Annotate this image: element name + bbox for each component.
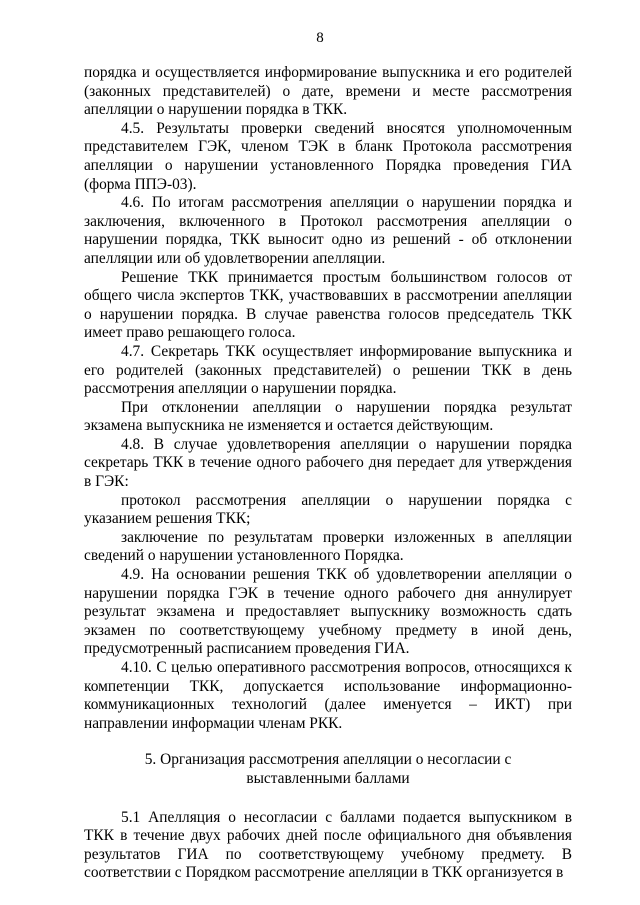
paragraph-4-8: 4.8. В случае удовлетворения апелляции о нарушении порядка секретарь ТКК в течение одного рабочего дня передает для утверждения в ГЭК:: [84, 435, 572, 491]
section-heading-line2: выставленными баллами: [246, 769, 410, 787]
paragraph-conclusion-item: заключение по результатам проверки изложенных в апелляции сведений о нарушении установленного Порядка.: [84, 528, 572, 565]
paragraph-protocol-item: протокол рассмотрения апелляции о нарушении порядка с указанием решения ТКК;: [84, 491, 572, 528]
paragraph-decision: Решение ТКК принимается простым большинством голосов от общего числа экспертов ТКК, участвовавших в рассмотрении апелляции о нарушении порядка. В случае равенства голосов председатель ТКК имеет право решающего голоса.: [84, 268, 572, 342]
paragraph-rejection: При отклонении апелляции о нарушении порядка результат экзамена выпускника не изменяется и остается действующим.: [84, 398, 572, 435]
document-body: [84, 64, 572, 883]
paragraph-4-6: 4.6. По итогам рассмотрения апелляции о нарушении порядка и заключения, включенного в Протокол рассмотрения апелляции о нарушении порядка, ТКК выносит одно из решений - об отклонении апелляции или об удовлетворении апелляции.: [84, 194, 572, 267]
paragraph-continuation: порядка и осуществляется информирование выпускника и его родителей (законных представителей) о дате, времени и месте рассмотрения апелляции о нарушении порядка в ТКК.: [84, 64, 572, 119]
paragraph-5-1: 5.1 Апелляция о несогласии с баллами подается выпускником в ТКК в течение двух рабочих дней после официального дня объявления результатов ГИА по соответствующему учебному предмету. В соответствии с Порядком рассмотрение апелляции в ТКК организуется в: [84, 808, 572, 882]
section-heading: [84, 751, 572, 788]
paragraph-4-5: 4.5. Результаты проверки сведений вносятся уполномоченным представителем ГЭК, членом ТЭК в бланк Протокола рассмотрения апелляции о нарушении установленного Порядка проведения ГИА (форма ППЭ-03).: [84, 119, 572, 193]
page-number: 8: [316, 30, 324, 46]
paragraph-4-10: 4.10. С целью оперативного рассмотрения вопросов, относящихся к компетенции ТКК, допускается использование информационно-коммуникационных технологий (далее именуется – ИКТ) при направлении информации членам РКК.: [84, 659, 572, 732]
section-heading-line1: 5. Организация рассмотрения апелляции о несогласии с: [144, 751, 512, 769]
paragraph-4-7: 4.7. Секретарь ТКК осуществляет информирование выпускника и его родителей (законных представителей) о решении ТКК в день рассмотрения апелляции о нарушении порядка.: [84, 342, 572, 398]
paragraph-4-9: 4.9. На основании решения ТКК об удовлетворении апелляции о нарушении порядка ГЭК в течение одного рабочего дня аннулирует результат экзамена и предоставляет выпускнику возможность сдать экзамен по соответствующему учебному предмету в иной день, предусмотренный расписанием проведения ГИА.: [84, 566, 572, 658]
